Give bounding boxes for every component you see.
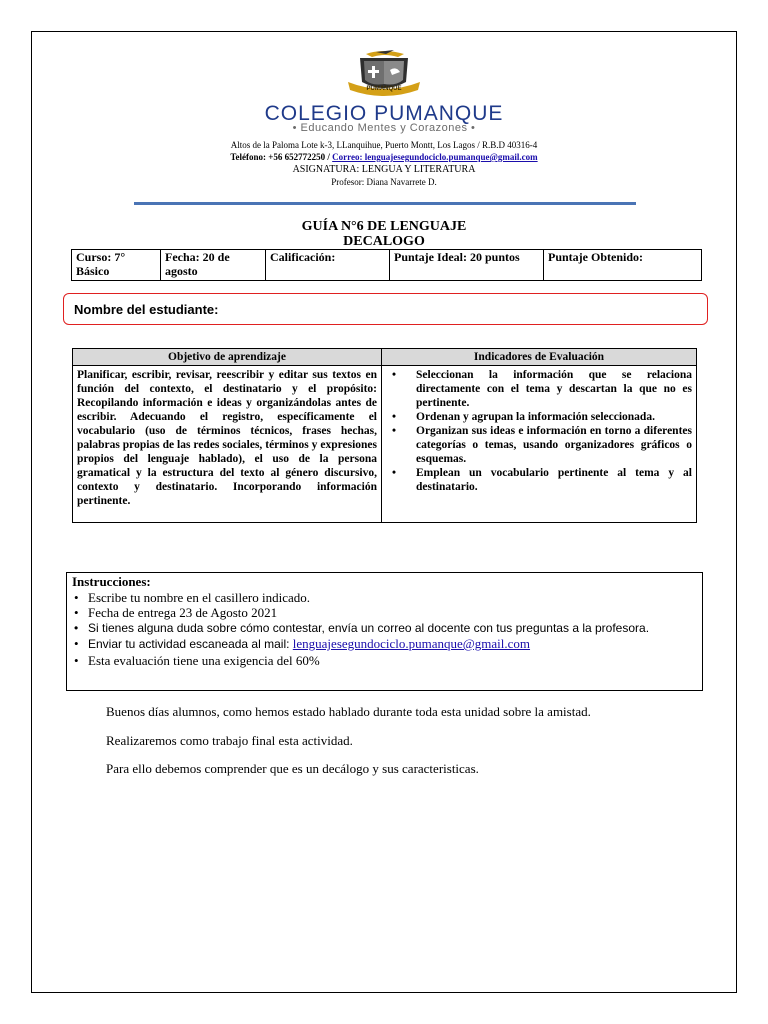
guide-title: GUÍA N°6 DE LENGUAJE — [301, 219, 467, 234]
indicator-item: • Organizan sus ideas e información en torno a diferentes categorías o temas, usando organizadores gráficos o esquemas. — [404, 424, 692, 466]
guide-subtitle: DECALOGO — [343, 234, 425, 249]
contact-line — [0, 152, 768, 163]
crest-banner-text: PUMANQUE — [366, 86, 402, 92]
body-paragraph: Para ello debemos comprender que es un decálogo y sus caracteristicas. — [106, 761, 479, 776]
instruction-email-label: Enviar tu actividad escaneada al mail: — [88, 637, 293, 651]
instruction-item: • Fecha de entrega 23 de Agosto 2021 — [72, 605, 697, 621]
objective-header: Objetivo de aprendizaje — [73, 349, 382, 366]
instruction-item: • Si tienes alguna duda sobre cómo contestar, envía un correo al docente con tus preguntas a la profesora. — [72, 621, 697, 637]
body-paragraph: Buenos días alumnos, como hemos estado hablado durante toda esta unidad sobre la amistad. — [106, 704, 591, 719]
course-cell: Curso: 7° Básico — [72, 250, 161, 281]
teacher-line: Profesor: Diana Navarrete D. — [331, 177, 437, 187]
school-motto: • Educando Mentes y Corazones • — [292, 122, 476, 134]
ideal-score-cell: Puntaje Ideal: 20 puntos — [390, 250, 544, 281]
school-crest-icon — [338, 48, 430, 96]
instruction-email-link[interactable]: lenguajesegundociclo.pumanque@gmail.com — [292, 636, 531, 651]
obtained-score-cell: Puntaje Obtenido: — [544, 250, 702, 281]
student-name-field[interactable] — [63, 293, 708, 325]
school-name: COLEGIO PUMANQUE — [264, 102, 504, 125]
student-name-label: Nombre del estudiante: — [74, 302, 219, 317]
objective-text: Planificar, escribir, revisar, reescribir y editar sus textos en función del contexto, el destinatario y el propósito: Recopilando información e ideas y organizándolas antes de escribir. Adecuando el registro, específicamente el vocabulario (uso de términos técnicos, frases hechas, palabras propias de las redes sociales, términos y expresiones propios del lenguaje hablado), el uso de la persona gramatical y la estructura del texto al género discursivo, contexto y destinatario. Incorporando información pertinente. — [73, 366, 382, 523]
indicators-cell — [382, 366, 697, 523]
date-cell: Fecha: 20 de agosto — [161, 250, 266, 281]
instructions-list — [72, 590, 697, 669]
instructions-box — [66, 572, 703, 691]
instruction-item — [72, 636, 697, 653]
indicator-item: • Ordenan y agrupan la información seleccionada. — [404, 410, 692, 424]
instruction-item: • Escribe tu nombre en el casillero indicado. — [72, 590, 697, 606]
indicator-item: • Emplean un vocabulario pertinente al tema y al destinatario. — [404, 466, 692, 494]
indicators-header: Indicadores de Evaluación — [382, 349, 697, 366]
phone-text: Teléfono: +56 652772250 / — [230, 152, 333, 162]
indicator-item: • Seleccionan la información que se relaciona directamente con el tema y descartan la que no es pertinente. — [404, 368, 692, 410]
indicators-list — [386, 368, 692, 494]
school-address: Altos de la Paloma Lote k-3, LLanquihue, Puerto Montt, Los Lagos / R.B.D 40316-4 — [230, 140, 538, 150]
objectives-table — [72, 348, 697, 523]
grade-cell: Calificación: — [266, 250, 390, 281]
header-email-link[interactable]: Correo: lenguajesegundociclo.pumanque@gmail.com — [332, 152, 538, 162]
subject-line: ASIGNATURA: LENGUA Y LITERATURA — [292, 164, 476, 175]
header-divider — [134, 202, 636, 205]
meta-table — [71, 249, 702, 281]
body-paragraph: Realizaremos como trabajo final esta actividad. — [106, 733, 353, 748]
instructions-title: Instrucciones: — [72, 574, 151, 589]
instruction-item: • Esta evaluación tiene una exigencia del 60% — [72, 653, 697, 669]
